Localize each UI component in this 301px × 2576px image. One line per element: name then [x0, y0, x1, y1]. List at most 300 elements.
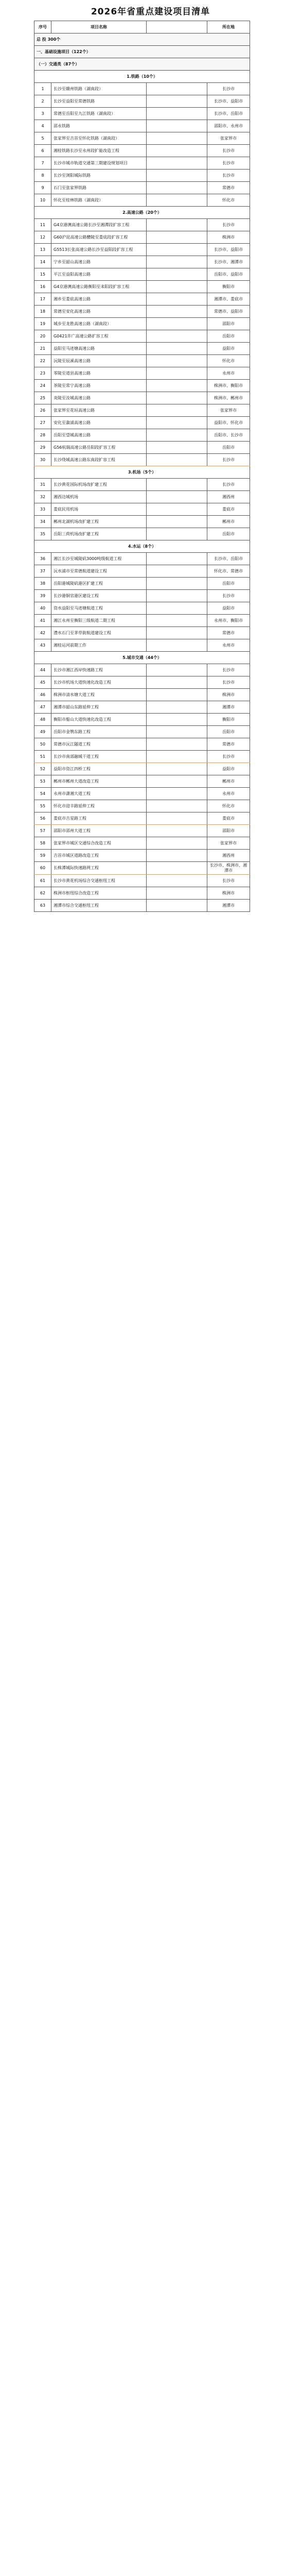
total-label: 总 投 300个: [34, 33, 250, 46]
row-number: 30: [34, 454, 51, 466]
project-name: 澧水石门至茅草街航道建设工程: [51, 627, 147, 639]
project-region: 长沙市、岳阳市: [207, 108, 250, 120]
project-name: 长株潭城际快速路网工程: [51, 862, 147, 875]
table-row: [34, 516, 250, 528]
row-note: [147, 775, 207, 788]
project-region: 株洲市、郴州市: [207, 392, 250, 404]
table-row: [34, 627, 250, 639]
table-row: [34, 318, 250, 330]
project-name: 茶陵至常宁高速公路: [51, 380, 147, 392]
table-row: [34, 602, 250, 615]
row-note: [147, 268, 207, 281]
project-region: 永州市、衡阳市: [207, 615, 250, 627]
table-row: [34, 380, 250, 392]
table-row: [34, 565, 250, 578]
row-note: [147, 875, 207, 887]
project-name: 怀化市迎丰路延伸工程: [51, 800, 147, 812]
project-table: [34, 21, 250, 912]
project-name: 株洲市枢纽综合改造工程: [51, 887, 147, 900]
project-name: 张家界市城区交通综合改造工程: [51, 837, 147, 850]
project-name: G4京港澳高速公路衡阳至耒阳段扩容工程: [51, 281, 147, 293]
project-region: 长沙市、湘潭市: [207, 256, 250, 268]
project-name: 长沙黄花国际机场改扩建工程: [51, 479, 147, 491]
project-name: 长沙市湘江西岸快速路工程: [51, 664, 147, 676]
row-note: [147, 763, 207, 775]
row-note: [147, 306, 207, 318]
table-row: [34, 615, 250, 627]
project-name: 湘乡至娄底高速公路: [51, 293, 147, 306]
project-name: 湘江永州至衡阳三级航道二期工程: [51, 615, 147, 627]
project-name: 长沙市黄花机场综合交通枢纽工程: [51, 875, 147, 887]
table-row: [34, 417, 250, 429]
row-number: 8: [34, 170, 51, 182]
row-note: [147, 219, 207, 231]
row-note: [147, 132, 207, 145]
row-number: 14: [34, 256, 51, 268]
row-note: [147, 850, 207, 862]
project-region: 邵阳市: [207, 825, 250, 837]
document-title: 2026年省重点建设项目清单: [91, 6, 210, 17]
project-region: 岳阳市、长沙市: [207, 429, 250, 442]
row-number: 47: [34, 701, 51, 714]
section-label: （一）交通类（87个）: [34, 58, 250, 71]
project-name: G60沪昆高速公路醴陵至娄底段扩容工程: [51, 231, 147, 244]
row-note: [147, 404, 207, 417]
row-number: 34: [34, 516, 51, 528]
project-name: 资水益阳至马迹塘航道工程: [51, 602, 147, 615]
project-name: 炎陵至汝城高速公路: [51, 392, 147, 404]
row-number: 5: [34, 132, 51, 145]
table-row: [34, 553, 250, 565]
row-number: 7: [34, 157, 51, 170]
row-number: 60: [34, 862, 51, 875]
table-row: [34, 293, 250, 306]
row-note: [147, 602, 207, 615]
row-number: 42: [34, 627, 51, 639]
table-row: [34, 900, 250, 912]
row-number: 1: [34, 83, 51, 95]
project-region: 常德市: [207, 182, 250, 194]
row-note: [147, 244, 207, 256]
table-row: [34, 442, 250, 454]
project-name: 岳阳至望城高速公路: [51, 429, 147, 442]
project-region: 长沙市、岳阳市: [207, 553, 250, 565]
row-note: [147, 528, 207, 540]
row-number: 27: [34, 417, 51, 429]
row-number: 4: [34, 120, 51, 132]
project-name: 岳阳三荷机场改扩建工程: [51, 528, 147, 540]
table-row: [34, 108, 250, 120]
row-note: [147, 429, 207, 442]
row-number: 59: [34, 850, 51, 862]
table-row: [34, 738, 250, 751]
row-number: 58: [34, 837, 51, 850]
project-name: 城步至龙胜高速公路（湖南段）: [51, 318, 147, 330]
table-row: [34, 132, 250, 145]
project-region: 郴州市: [207, 775, 250, 788]
project-region: 益阳市、怀化市: [207, 417, 250, 429]
header-no: 序号: [34, 21, 51, 33]
table-row: [34, 306, 250, 318]
project-name: 岳阳港城陵矶港区扩建工程: [51, 578, 147, 590]
row-note: [147, 714, 207, 726]
project-region: 常德市、益阳市: [207, 306, 250, 318]
row-number: 3: [34, 108, 51, 120]
row-number: 35: [34, 528, 51, 540]
project-name: 张家界至吉首至怀化铁路（湖南段）: [51, 132, 147, 145]
table-row: [34, 726, 250, 738]
project-region: 岳阳市: [207, 578, 250, 590]
project-region: 怀化市: [207, 355, 250, 367]
category-label: 1.铁路（10个）: [34, 71, 250, 83]
table-row: [34, 219, 250, 231]
project-name: 湘江长沙至城陵矶3000吨级航道工程: [51, 553, 147, 565]
row-number: 41: [34, 615, 51, 627]
project-region: 长沙市: [207, 454, 250, 466]
table-row: [34, 95, 250, 108]
table-row: [34, 800, 250, 812]
project-region: 湘潭市: [207, 701, 250, 714]
project-name: 郴州市郴州大道改造工程: [51, 775, 147, 788]
row-note: [147, 108, 207, 120]
table-row: [34, 330, 250, 343]
section-label: 一、基础设施项目（122个）: [34, 46, 250, 58]
project-region: 长沙市、益阳市: [207, 244, 250, 256]
table-row: [34, 875, 250, 887]
row-note: [147, 590, 207, 602]
row-number: 17: [34, 293, 51, 306]
row-number: 38: [34, 578, 51, 590]
project-region: 邵阳市: [207, 318, 250, 330]
row-number: 53: [34, 775, 51, 788]
row-note: [147, 689, 207, 701]
row-number: 12: [34, 231, 51, 244]
row-note: [147, 664, 207, 676]
table-row: [34, 887, 250, 900]
row-note: [147, 837, 207, 850]
row-note: [147, 120, 207, 132]
row-number: 33: [34, 503, 51, 516]
project-region: 长沙市: [207, 157, 250, 170]
project-name: 邵阳市邵州大道工程: [51, 825, 147, 837]
row-number: 45: [34, 676, 51, 689]
project-region: 长沙市: [207, 145, 250, 157]
table-row: [34, 850, 250, 862]
project-region: 湘西州: [207, 850, 250, 862]
row-number: 54: [34, 788, 51, 800]
table-row: [34, 701, 250, 714]
project-region: 长沙市: [207, 875, 250, 887]
row-number: 29: [34, 442, 51, 454]
project-name: 常德至岳阳至九江铁路（湖南段）: [51, 108, 147, 120]
table-row: [34, 714, 250, 726]
project-name: 永州市潇湘大道工程: [51, 788, 147, 800]
row-note: [147, 367, 207, 380]
header-name: 项目名称: [51, 21, 147, 33]
row-note: [147, 343, 207, 355]
project-region: 郴州市: [207, 516, 250, 528]
category-row: [34, 71, 250, 83]
row-number: 9: [34, 182, 51, 194]
project-name: 湘潭市韶山东路延伸工程: [51, 701, 147, 714]
row-note: [147, 615, 207, 627]
row-number: 10: [34, 194, 51, 207]
row-number: 57: [34, 825, 51, 837]
row-note: [147, 900, 207, 912]
table-row: [34, 676, 250, 689]
project-name: 益阳市资江四桥工程: [51, 763, 147, 775]
project-region: 长沙市: [207, 83, 250, 95]
project-region: 长沙市、株洲市、湘潭市: [207, 862, 250, 875]
table-row: [34, 825, 250, 837]
row-number: 52: [34, 763, 51, 775]
table-row: [34, 578, 250, 590]
table-row: [34, 194, 250, 207]
row-note: [147, 355, 207, 367]
project-name: G5513长张高速公路长沙至益阳段扩容工程: [51, 244, 147, 256]
project-name: 宁乡至韶山高速公路: [51, 256, 147, 268]
table-row: [34, 837, 250, 850]
row-number: 23: [34, 367, 51, 380]
project-name: 张家界至花垣高速公路: [51, 404, 147, 417]
row-number: 22: [34, 355, 51, 367]
row-note: [147, 145, 207, 157]
row-note: [147, 639, 207, 652]
table-row: [34, 788, 250, 800]
row-number: 21: [34, 343, 51, 355]
row-number: 32: [34, 491, 51, 503]
row-number: 31: [34, 479, 51, 491]
table-row: [34, 145, 250, 157]
table-row: [34, 639, 250, 652]
row-number: 37: [34, 565, 51, 578]
category-row: [34, 652, 250, 664]
row-note: [147, 95, 207, 108]
row-number: 44: [34, 664, 51, 676]
project-name: 湘桂铁路长沙至永州段扩能改造工程: [51, 145, 147, 157]
table-row: [34, 664, 250, 676]
project-region: 岳阳市: [207, 528, 250, 540]
row-note: [147, 553, 207, 565]
project-region: 益阳市: [207, 763, 250, 775]
row-note: [147, 330, 207, 343]
table-row: [34, 281, 250, 293]
project-name: 吉首市城区道路改造工程: [51, 850, 147, 862]
table-row: [34, 479, 250, 491]
row-note: [147, 83, 207, 95]
project-name: 湘潭市综合交通枢纽工程: [51, 900, 147, 912]
project-name: 株洲市清水塘大道工程: [51, 689, 147, 701]
project-region: 怀化市: [207, 800, 250, 812]
row-note: [147, 479, 207, 491]
row-note: [147, 442, 207, 454]
project-region: 衡阳市: [207, 714, 250, 726]
project-name: 沅陵至辰溪高速公路: [51, 355, 147, 367]
project-name: 长沙至益阳至常德铁路: [51, 95, 147, 108]
row-note: [147, 738, 207, 751]
row-note: [147, 627, 207, 639]
row-note: [147, 825, 207, 837]
row-number: 25: [34, 392, 51, 404]
project-region: 株洲市: [207, 887, 250, 900]
row-number: 63: [34, 900, 51, 912]
row-number: 55: [34, 800, 51, 812]
project-region: 株洲市: [207, 231, 250, 244]
table-row: [34, 528, 250, 540]
row-note: [147, 565, 207, 578]
table-row: [34, 268, 250, 281]
row-note: [147, 256, 207, 268]
table-row: [34, 689, 250, 701]
project-name: 沅水浦市至常德航道建设工程: [51, 565, 147, 578]
table-row: [34, 244, 250, 256]
project-region: 永州市: [207, 788, 250, 800]
project-region: 长沙市、益阳市: [207, 95, 250, 108]
row-number: 40: [34, 602, 51, 615]
project-region: 湘西州: [207, 491, 250, 503]
row-number: 51: [34, 751, 51, 763]
project-name: 平江至益阳高速公路: [51, 268, 147, 281]
row-note: [147, 417, 207, 429]
project-name: G0421许广高速公路扩容工程: [51, 330, 147, 343]
row-number: 2: [34, 95, 51, 108]
row-number: 56: [34, 812, 51, 825]
project-region: 长沙市: [207, 590, 250, 602]
row-note: [147, 701, 207, 714]
section-row: [34, 58, 250, 71]
category-label: 3.机场（5个）: [34, 466, 250, 479]
row-note: [147, 812, 207, 825]
row-note: [147, 170, 207, 182]
table-row: [34, 775, 250, 788]
project-name: 怀化至桂林铁路（湖南段）: [51, 194, 147, 207]
project-region: 张家界市: [207, 404, 250, 417]
table-row: [34, 256, 250, 268]
row-note: [147, 862, 207, 875]
project-region: 邵阳市、永州市: [207, 120, 250, 132]
project-region: 湘潭市: [207, 900, 250, 912]
project-name: 长沙市城市轨道交通第三期建设规划项目: [51, 157, 147, 170]
table-row: [34, 355, 250, 367]
row-note: [147, 726, 207, 738]
table-row: [34, 812, 250, 825]
row-number: 18: [34, 306, 51, 318]
row-number: 46: [34, 689, 51, 701]
project-region: 娄底市: [207, 812, 250, 825]
table-row: [34, 862, 250, 875]
project-region: 岳阳市: [207, 442, 250, 454]
row-note: [147, 194, 207, 207]
row-number: 11: [34, 219, 51, 231]
project-name: 安化至溆浦高速公路: [51, 417, 147, 429]
section-row: [34, 46, 250, 58]
row-note: [147, 318, 207, 330]
project-name: 邵永铁路: [51, 120, 147, 132]
row-note: [147, 516, 207, 528]
row-number: 28: [34, 429, 51, 442]
row-number: 39: [34, 590, 51, 602]
table-row: [34, 503, 250, 516]
project-region: 常德市: [207, 738, 250, 751]
table-row: [34, 491, 250, 503]
row-note: [147, 454, 207, 466]
table-row: [34, 763, 250, 775]
row-number: 62: [34, 887, 51, 900]
row-number: 19: [34, 318, 51, 330]
row-number: 49: [34, 726, 51, 738]
row-note: [147, 788, 207, 800]
row-number: 15: [34, 268, 51, 281]
project-name: 湘西边城机场: [51, 491, 147, 503]
row-number: 36: [34, 553, 51, 565]
project-region: 永州市: [207, 639, 250, 652]
project-name: 长沙绕城高速公路东南段扩容工程: [51, 454, 147, 466]
project-name: 长沙市南部融城干道工程: [51, 751, 147, 763]
row-note: [147, 392, 207, 404]
project-region: 长沙市: [207, 751, 250, 763]
project-region: 长沙市: [207, 170, 250, 182]
row-number: 26: [34, 404, 51, 417]
row-note: [147, 231, 207, 244]
header-region: 所在地: [207, 21, 250, 33]
project-region: 常德市: [207, 627, 250, 639]
project-name: 石门至张家界铁路: [51, 182, 147, 194]
category-label: 2.高速公路（20个）: [34, 207, 250, 219]
project-region: 岳阳市: [207, 726, 250, 738]
project-region: 娄底市: [207, 503, 250, 516]
project-region: 长沙市: [207, 676, 250, 689]
row-number: 61: [34, 875, 51, 887]
row-number: 16: [34, 281, 51, 293]
row-note: [147, 157, 207, 170]
project-name: 常德至安化高速公路: [51, 306, 147, 318]
row-number: 48: [34, 714, 51, 726]
project-region: 长沙市: [207, 479, 250, 491]
table-header-row: [34, 21, 250, 33]
category-row: [34, 540, 250, 553]
project-name: 益阳至马迹塘高速公路: [51, 343, 147, 355]
category-label: 5.城市交通（44个）: [34, 652, 250, 664]
table-row: [34, 343, 250, 355]
total-row: [34, 33, 250, 46]
row-note: [147, 887, 207, 900]
project-name: 湘桂运河前期工作: [51, 639, 147, 652]
project-name: 零陵至道县高速公路: [51, 367, 147, 380]
table-row: [34, 170, 250, 182]
row-note: [147, 800, 207, 812]
row-number: 13: [34, 244, 51, 256]
row-note: [147, 751, 207, 763]
project-region: 衡阳市: [207, 281, 250, 293]
row-note: [147, 293, 207, 306]
table-row: [34, 590, 250, 602]
row-number: 24: [34, 380, 51, 392]
category-row: [34, 207, 250, 219]
project-name: 岳阳市金鹗东路工程: [51, 726, 147, 738]
project-region: 益阳市: [207, 343, 250, 355]
table-row: [34, 751, 250, 763]
table-row: [34, 120, 250, 132]
category-row: [34, 466, 250, 479]
category-label: 4.水运（8个）: [34, 540, 250, 553]
project-name: 长沙港铜官港区建设工程: [51, 590, 147, 602]
project-name: 长沙至赣州铁路（湖南段）: [51, 83, 147, 95]
project-region: 益阳市: [207, 602, 250, 615]
table-row: [34, 429, 250, 442]
table-row: [34, 157, 250, 170]
table-row: [34, 454, 250, 466]
project-region: 长沙市: [207, 664, 250, 676]
